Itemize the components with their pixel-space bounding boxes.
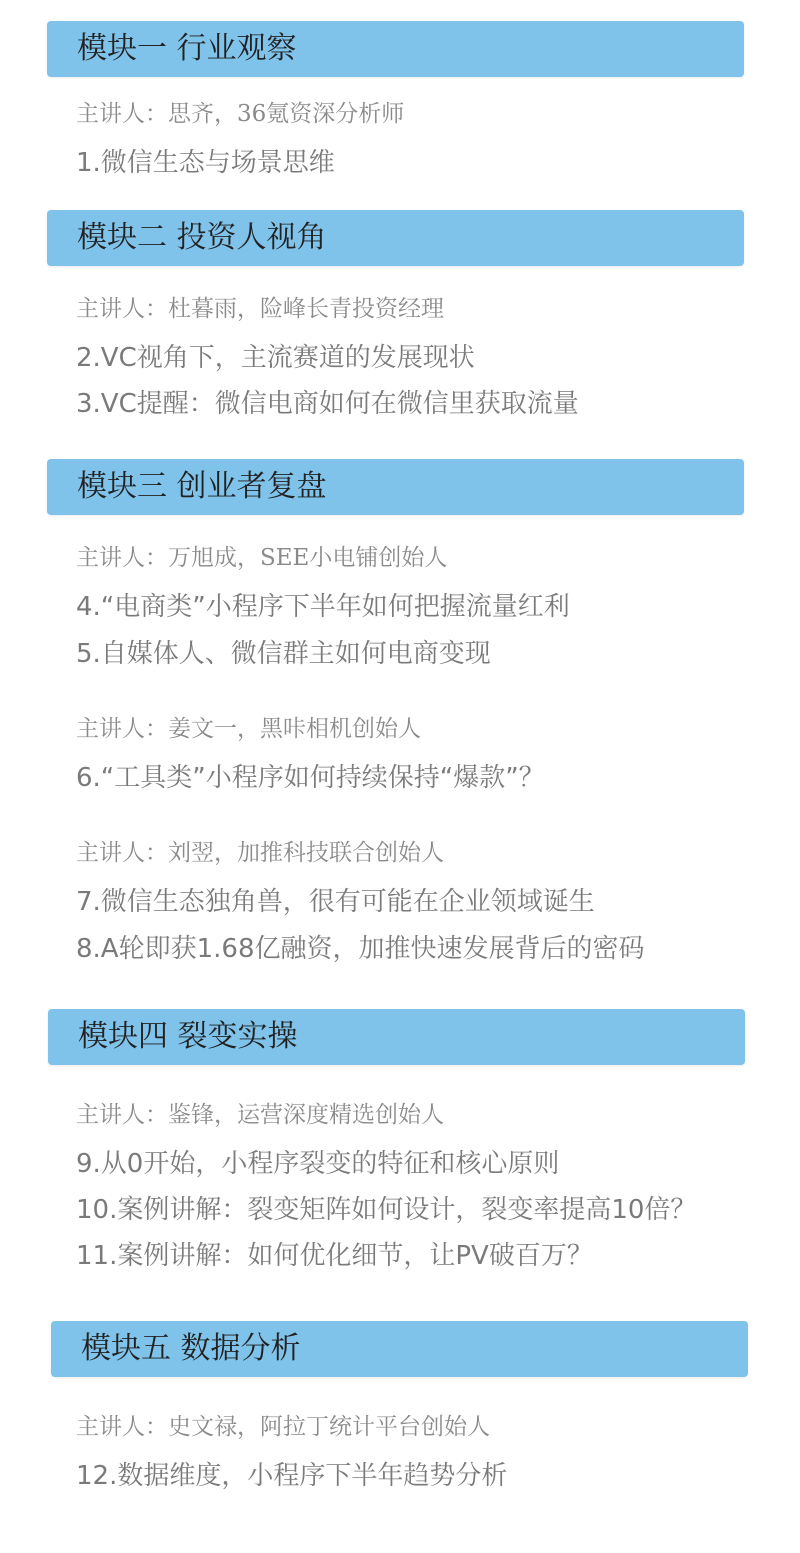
module-5-speaker: 主讲人：史文禄，阿拉丁统计平台创始人 — [76, 1414, 490, 1440]
topic-6: 6.“工具类”小程序如何持续保持“爆款”？ — [76, 763, 545, 793]
topic-8: 8.A轮即获1.68亿融资，加推快速发展背后的密码 — [76, 934, 645, 964]
module-2-title: 模块二 投资人视角 — [77, 220, 327, 255]
topic-1: 1.微信生态与场景思维 — [76, 148, 335, 178]
topic-4: 4.“电商类”小程序下半年如何把握流量红利 — [76, 592, 570, 622]
module-1-header — [47, 21, 744, 77]
topic-3: 3.VC提醒：微信电商如何在微信里获取流量 — [76, 389, 579, 419]
module-3-title: 模块三 创业者复盘 — [77, 469, 327, 504]
topic-5: 5.自媒体人、微信群主如何电商变现 — [76, 639, 491, 669]
module-5-header — [51, 1321, 748, 1377]
module-1-speaker: 主讲人：思齐，36氪资深分析师 — [76, 101, 405, 127]
module-4-speaker: 主讲人：鉴锋，运营深度精选创始人 — [76, 1102, 444, 1128]
module-4-title: 模块四 裂变实操 — [78, 1019, 298, 1054]
module-1-title: 模块一 行业观察 — [77, 31, 297, 66]
topic-2: 2.VC视角下，主流赛道的发展现状 — [76, 343, 475, 373]
topic-7: 7.微信生态独角兽，很有可能在企业领域诞生 — [76, 887, 595, 917]
topic-10: 10.案例讲解：裂变矩阵如何设计，裂变率提高10倍？ — [76, 1195, 697, 1225]
module-3-speaker-3: 主讲人：刘翌，加推科技联合创始人 — [76, 840, 444, 866]
module-4-header — [48, 1009, 745, 1065]
topic-9: 9.从0开始，小程序裂变的特征和核心原则 — [76, 1149, 560, 1179]
topic-12: 12.数据维度，小程序下半年趋势分析 — [76, 1461, 508, 1491]
module-3-speaker-1: 主讲人：万旭成，SEE小电铺创始人 — [76, 545, 448, 571]
module-2-speaker: 主讲人：杜暮雨，险峰长青投资经理 — [76, 296, 444, 322]
module-2-header — [47, 210, 744, 266]
module-3-speaker-2: 主讲人：姜文一，黑咔相机创始人 — [76, 716, 421, 742]
topic-11: 11.案例讲解：如何优化细节，让PV破百万？ — [76, 1241, 593, 1271]
module-5-title: 模块五 数据分析 — [81, 1331, 301, 1366]
module-3-header — [47, 459, 744, 515]
